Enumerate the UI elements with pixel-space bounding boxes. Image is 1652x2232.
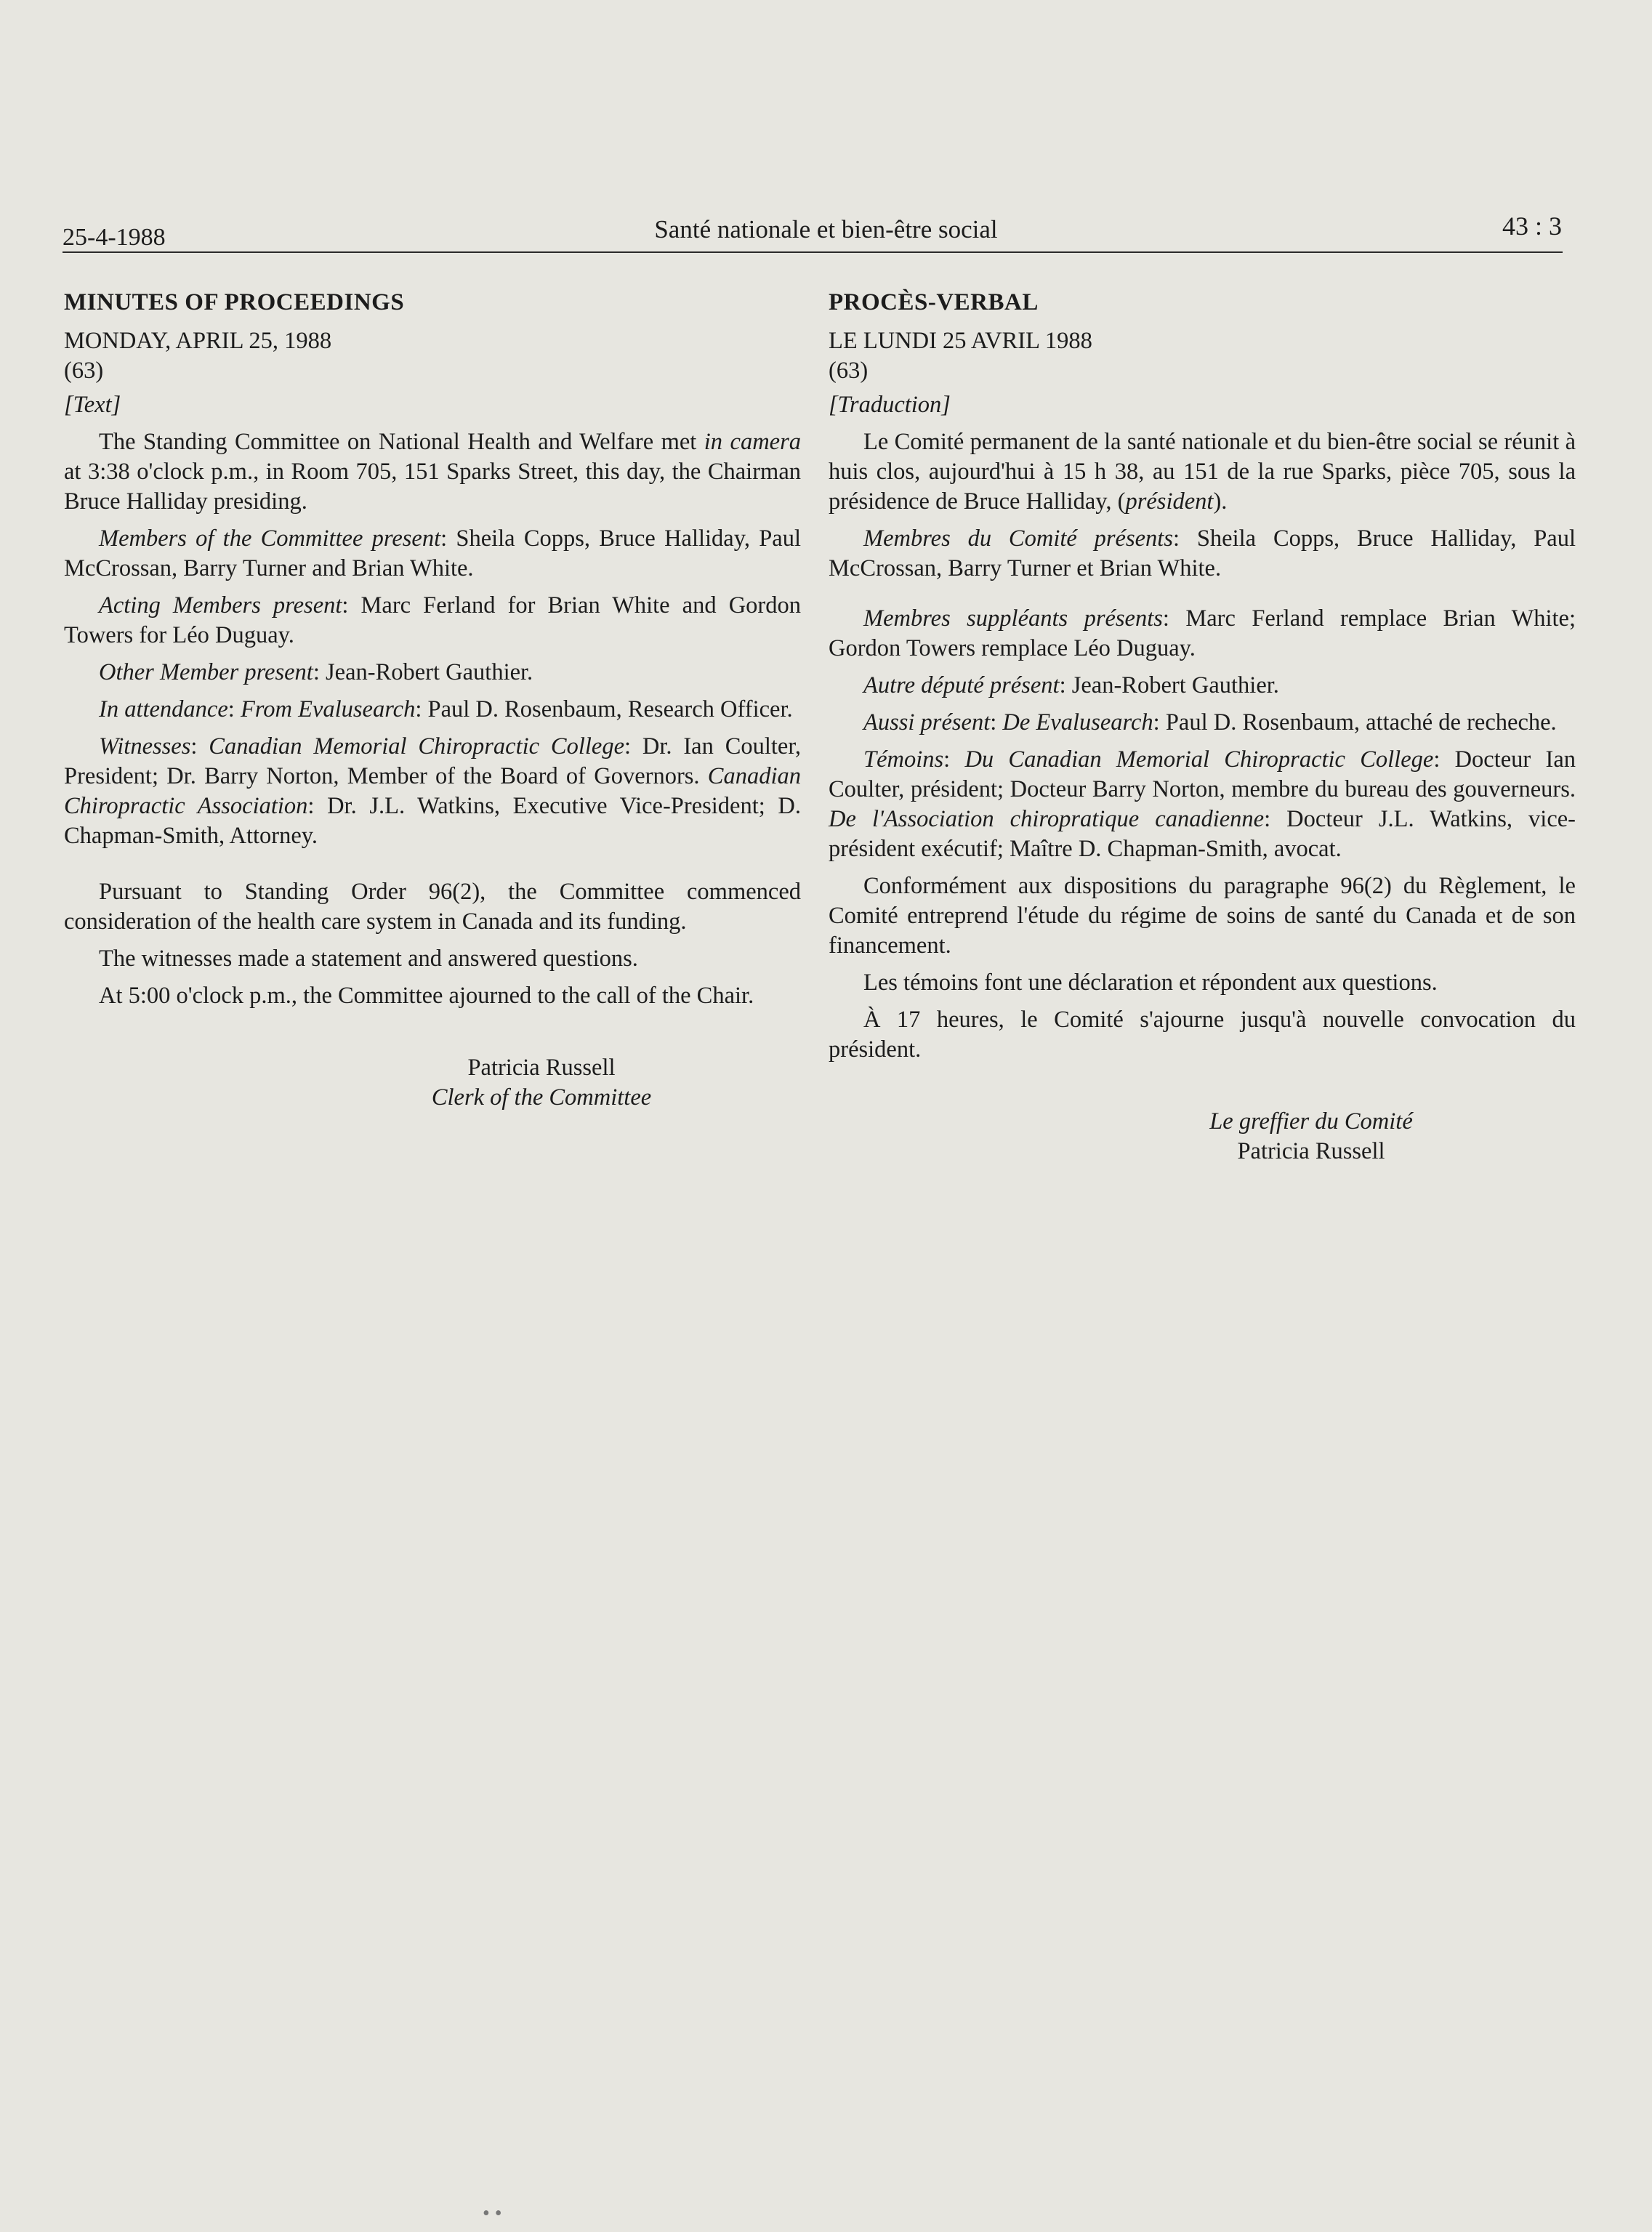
section-heading: PROCÈS-VERBAL: [829, 289, 1039, 315]
clerk-name: Patricia Russell: [467, 1055, 616, 1081]
clerk-title: Clerk of the Committee: [431, 1084, 652, 1111]
paragraph-witness-statement: Les témoins font une déclaration et répondent aux questions.: [863, 970, 1438, 996]
header-date: 25-4-1988: [63, 224, 166, 251]
meeting-date: LE LUNDI 25 AVRIL 1988: [829, 328, 1092, 354]
clerk-title: Le greffier du Comité: [1209, 1108, 1413, 1135]
language-tag: [Text]: [64, 392, 121, 418]
minutes-english-column: [64, 288, 801, 1113]
header-title: Santé nationale et bien-être social: [654, 215, 998, 243]
paragraph-witnesses: Witnesses: Canadian Memorial Chiropractic College: Dr. Ian Coulter, President; Dr. Barry Norton, Member of the Board of Governors. Canadian Chiropractic Association: Dr. J.L. Watkins, Executive Vice-President; D. Chapman-Smith, Attorney.: [64, 733, 802, 849]
header-page-number: 43 : 3: [1502, 211, 1562, 241]
meeting-date: MONDAY, APRIL 25, 1988: [64, 328, 332, 354]
clerk-name: Patricia Russell: [1237, 1138, 1385, 1164]
paragraph-other-member: Other Member present: Jean-Robert Gauthier.: [99, 659, 533, 685]
paragraph-acting-members: Acting Members present: Marc Ferland for Brian White and Gordon Towers for Léo Duguay.: [64, 592, 801, 648]
paragraph-standing-order: Conformément aux dispositions du paragraphe 96(2) du Règlement, le Comité entreprend l'étude du régime de soins de santé du Canada et de son financement.: [829, 873, 1576, 959]
paragraph-attendance: Aussi présent: De Evalusearch: Paul D. Rosenbaum, attaché de recheche.: [863, 709, 1557, 736]
paragraph-attendance: In attendance: From Evalusearch: Paul D. Rosenbaum, Research Officer.: [99, 696, 793, 722]
section-heading: MINUTES OF PROCEEDINGS: [64, 289, 405, 315]
paragraph-acting-members: Membres suppléants présents: Marc Ferland remplace Brian White; Gordon Towers remplace Léo Duguay.: [829, 605, 1576, 661]
paragraph-witness-statement: The witnesses made a statement and answered questions.: [99, 946, 638, 972]
language-tag: [Traduction]: [829, 392, 951, 418]
paragraph-meeting: The Standing Committee on National Health and Welfare met in camera at 3:38 o'clock p.m., in Room 705, 151 Sparks Street, this day, the Chairman Bruce Halliday presiding.: [64, 429, 801, 515]
meeting-number: (63): [829, 358, 869, 384]
header-rule: [63, 251, 1563, 253]
paragraph-meeting: Le Comité permanent de la santé nationale et du bien-être social se réunit à huis clos, aujourd'hui à 15 h 38, au 151 de la rue Sparks, pièce 705, sous la présidence de Bruce Halliday, (président).: [829, 429, 1576, 515]
paragraph-witnesses: Témoins: Du Canadian Memorial Chiropractic College: Docteur Ian Coulter, président; Docteur Barry Norton, membre du bureau des gouverneurs. De l'Association chiropratique canadienne: Docteur J.L. Watkins, vice-président exécutif; Maître D. Chapman-Smith, avocat.: [829, 746, 1576, 862]
page-mark: • •: [483, 2202, 502, 2225]
paragraph-adjournment: At 5:00 o'clock p.m., the Committee ajourned to the call of the Chair.: [99, 983, 754, 1009]
minutes-french-column: [829, 288, 1576, 1167]
meeting-number: (63): [64, 358, 104, 384]
paragraph-standing-order: Pursuant to Standing Order 96(2), the Committee commenced consideration of the health care system in Canada and its funding.: [64, 879, 801, 935]
paragraph-members: Membres du Comité présents: Sheila Copps, Bruce Halliday, Paul McCrossan, Barry Turner et Brian White.: [829, 525, 1576, 581]
paragraph-adjournment: À 17 heures, le Comité s'ajourne jusqu'à nouvelle convocation du président.: [829, 1007, 1576, 1063]
paragraph-members: Members of the Committee present: Sheila Copps, Bruce Halliday, Paul McCrossan, Barry Turner and Brian White.: [64, 525, 801, 581]
paragraph-other-member: Autre député présent: Jean-Robert Gauthier.: [863, 672, 1279, 698]
